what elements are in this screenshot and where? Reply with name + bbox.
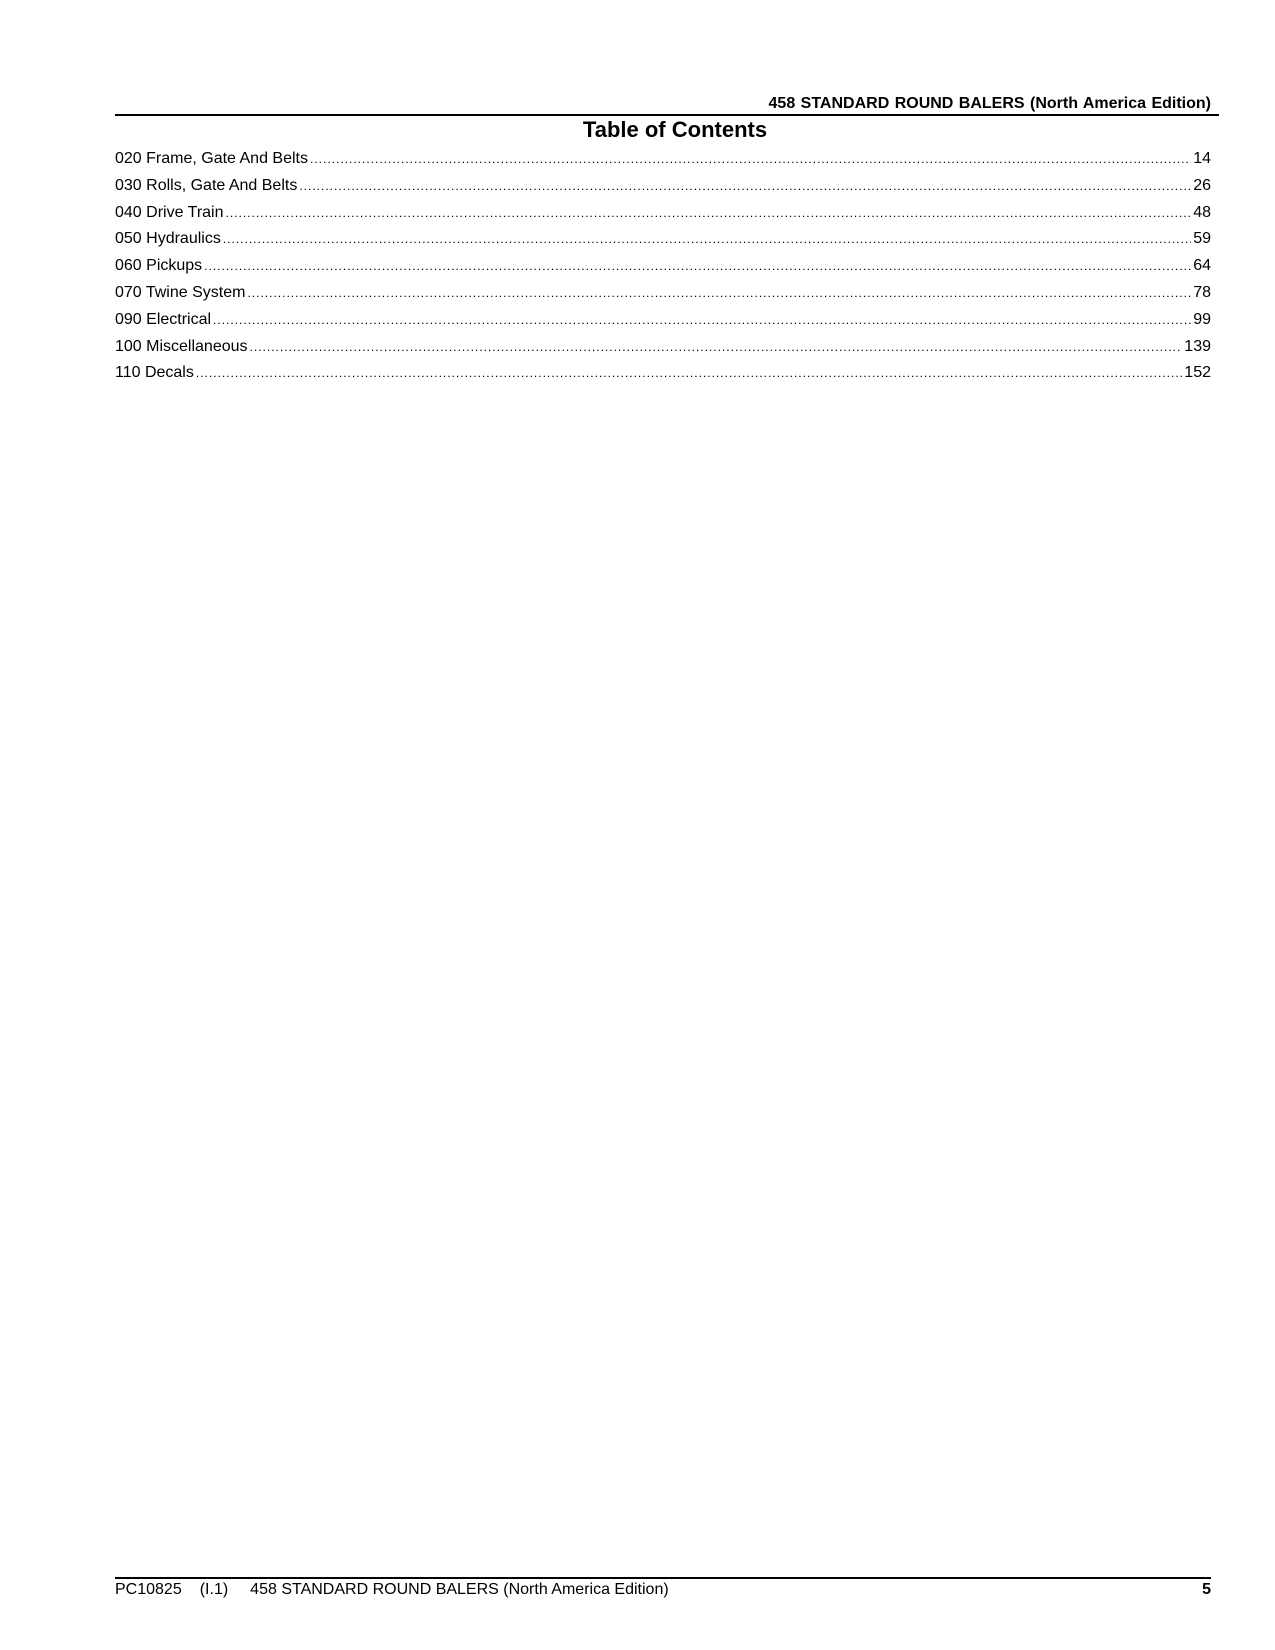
toc-dot-leader xyxy=(213,310,1191,330)
toc-entry-label: 050 Hydraulics xyxy=(115,230,221,248)
toc-entry[interactable] xyxy=(115,310,1211,337)
toc-dot-leader xyxy=(204,256,1191,276)
toc-entry-page: 139 xyxy=(1184,337,1211,355)
toc-entry-label: 040 Drive Train xyxy=(115,203,224,221)
toc-entry-page: 59 xyxy=(1193,230,1211,248)
toc-dot-leader xyxy=(223,229,1191,249)
toc-dot-leader xyxy=(299,176,1191,196)
toc-entry-label: 100 Miscellaneous xyxy=(115,337,248,355)
footer-doc-number: PC10825 xyxy=(115,1581,182,1598)
footer-page-number: 5 xyxy=(1202,1581,1211,1598)
toc-entry[interactable] xyxy=(115,256,1211,283)
page-footer xyxy=(115,1580,1211,1600)
footer-revision: (I.1) xyxy=(199,1581,229,1598)
toc-entry-page: 152 xyxy=(1184,364,1211,382)
page-title: Table of Contents xyxy=(582,117,768,142)
toc-entry-page: 64 xyxy=(1193,257,1211,275)
toc-entry-page: 26 xyxy=(1193,176,1211,194)
toc-dot-leader xyxy=(250,337,1183,357)
toc-entry[interactable] xyxy=(115,149,1211,176)
footer-title: 458 STANDARD ROUND BALERS (North America Edition) xyxy=(250,1581,669,1598)
toc-dot-leader xyxy=(247,283,1191,303)
toc-entry-label: 070 Twine System xyxy=(115,283,246,301)
running-header: 458 STANDARD ROUND BALERS (North America Edition) xyxy=(768,95,1211,112)
toc-entry[interactable] xyxy=(115,229,1211,256)
toc-entry-page: 78 xyxy=(1193,283,1211,301)
toc-entry-label: 110 Decals xyxy=(115,364,194,382)
toc-dot-leader xyxy=(310,149,1191,169)
toc-entry-label: 060 Pickups xyxy=(115,257,203,275)
toc-entry[interactable] xyxy=(115,203,1211,230)
toc-entry[interactable] xyxy=(115,283,1211,310)
toc-entry-label: 090 Electrical xyxy=(115,310,212,328)
toc-entry-page: 14 xyxy=(1193,150,1211,167)
toc-dot-leader xyxy=(196,363,1182,383)
toc-entry-label: 030 Rolls, Gate And Belts xyxy=(115,176,298,194)
toc-entry[interactable] xyxy=(115,176,1211,203)
footer-divider xyxy=(115,1577,1211,1579)
toc-entry-page: 48 xyxy=(1193,203,1211,221)
toc-entry-label: 020 Frame, Gate And Belts xyxy=(115,150,308,167)
toc-entry[interactable] xyxy=(115,337,1211,364)
toc-entry-page: 99 xyxy=(1193,310,1211,328)
toc-entry[interactable] xyxy=(115,363,1211,390)
toc-dot-leader xyxy=(226,203,1192,223)
table-of-contents xyxy=(115,149,1211,390)
